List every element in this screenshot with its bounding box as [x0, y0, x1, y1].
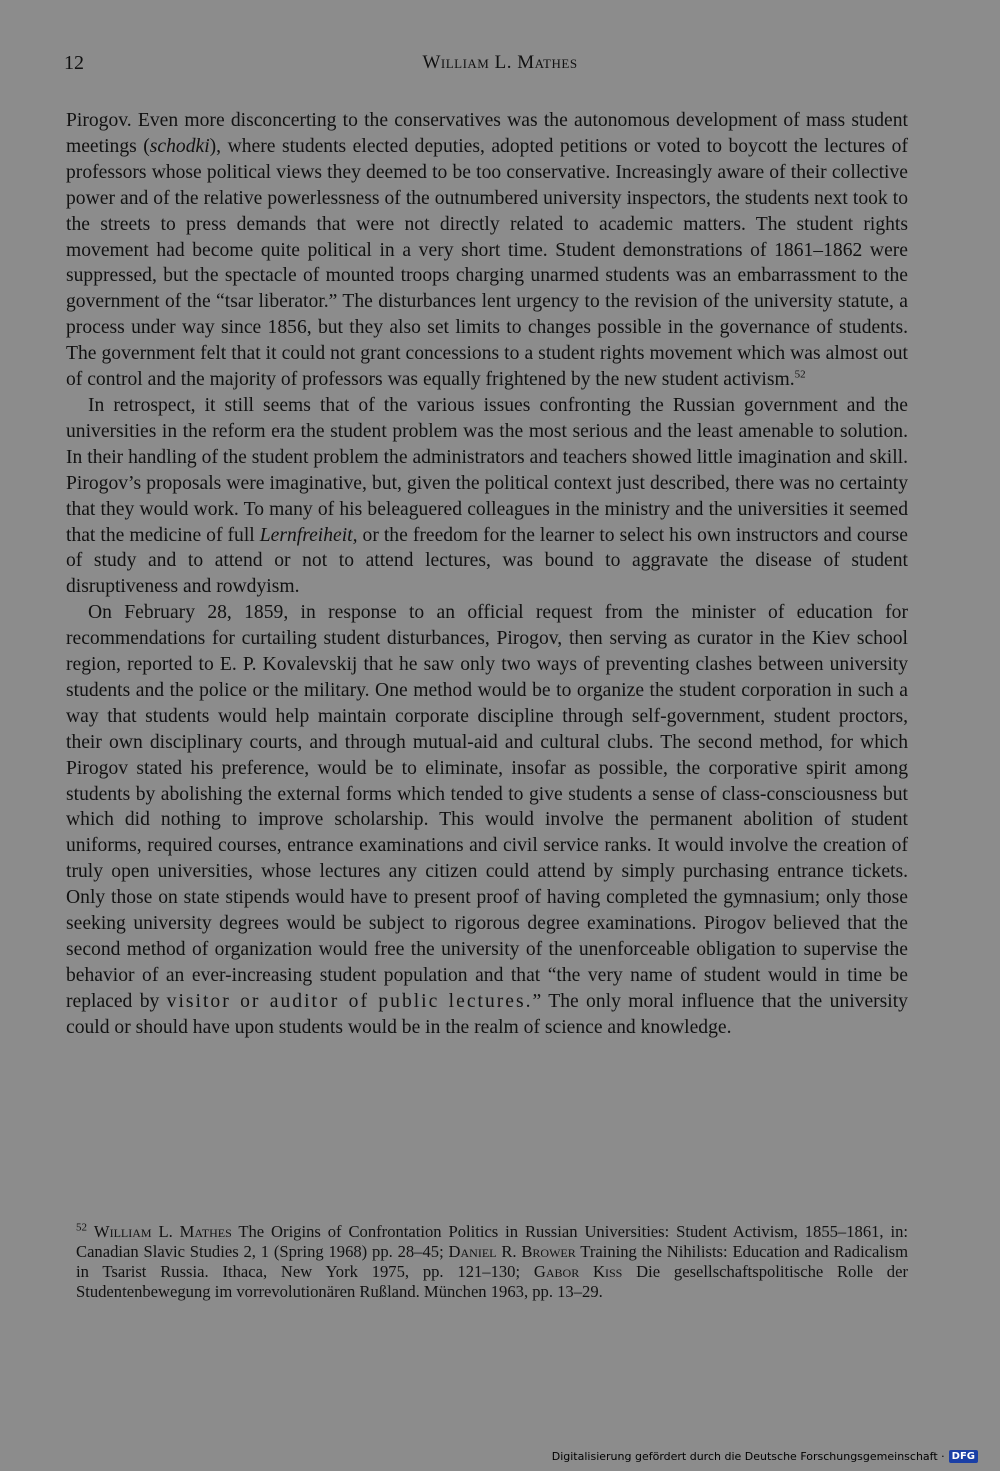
footnote-author-1: William L. Mathes — [93, 1222, 232, 1241]
footnote-number: 52 — [76, 1221, 87, 1234]
running-head: William L. Mathes — [422, 52, 578, 73]
footnote-text-1: The Origins of Confrontation Politics in Russian Universities: Student Activism, 1855–1861, in: Canadian Slavic Studies 2, 1 (Spring 1968) pp. 28–45; — [76, 1222, 908, 1261]
p1-text-a: Pirogov. Even more disconcerting to the conservatives was the autonomous development of mass student meetings ( — [66, 110, 908, 157]
footnote-52 — [76, 1222, 908, 1302]
credit-text: Digitalisierung gefördert durch die Deutsche Forschungsgemeinschaft · — [551, 1450, 945, 1463]
p2-text-b: or the freedom for the learner to select his own instructors and course of study and to attend or not to attend lectures, was bound to aggravate the disease of student disruptiveness and rowdyism. — [66, 524, 908, 598]
p1-text-b: ), where students elected deputies, adopted petitions or voted to boycott the lectures of professors whose political views they deemed to be too conservative. Increasingly aware of their collective power and of the relative powerlessness of the outnumbered university inspectors, the students next took to the streets to press demands that were not directly related to academic matters. The student rights movement had become quite political in a very short time. Student demonstrations of 1861–1862 were suppressed, but the spectacle of mounted troops charging unarmed students was an embarrassment to the government of the “tsar liberator.” The disturbances lent urgency to the revision of the university statute, a process under way since 1856, but they also set limits to changes possible in the governance of students. The government felt that it could not grant concessions to a student rights movement which was almost out of control and the majority of professors was equally frightened by the new student activism. — [66, 135, 908, 391]
paragraph-2 — [66, 393, 908, 600]
p1-italic: schodki — [149, 135, 210, 157]
footnote-ref-52[interactable]: 52 — [794, 368, 806, 381]
p3-text-a: On February 28, 1859, in response to an official request from the minister of education for recommendations for curtailing student disturbances, Pirogov, then serving as curator in the Kiev school region, reported to E. P. Kovalevskij that he saw only two ways of preventing clashes between university students and the police or the military. One method would be to organize the student corporation in such a way that students would help maintain corporate discipline through self-government, student proctors, their own disciplinary courts, and through mutual-aid and cultural clubs. The second method, for which Pirogov stated his preference, would be to eliminate, insofar as possible, the corporative spirit among students by abolishing the external forms which tended to give students a sense of class-consciousness but which did nothing to improve scholarship. This would involve the permanent abolition of student uniforms, required courses, entrance examinations and civil service ranks. It would involve the creation of truly open universities, whose lectures any citizen could attend by simply purchasing entrance tickets. Only those on state stipends would have to present proof of having completed the gymnasium; only those seeking university degrees would be subject to rigorous degree examinations. Pirogov believed that the second method of organization would free the university of the unenforceable obligation to supervise the behavior of an ever-increasing student population and that “the very name of student would in time be replaced by — [66, 602, 908, 1012]
footnote-text-2: Training the Nihilists: Education and Radicalism in Tsarist Russia. Ithaca, New York 1975, pp. 121–130; — [76, 1242, 908, 1281]
page-number: 12 — [64, 52, 84, 74]
p3-text-b: ” The only moral influence that the university could or should have upon students would be in the realm of science and knowledge. — [66, 990, 908, 1038]
footnote-author-2: Daniel R. Brower — [448, 1242, 576, 1261]
main-text — [66, 108, 908, 1041]
footnote-text-3: Die gesellschaftspolitische Rolle der Studentenbewegung im vorrevolutionären Rußland. München 1963, pp. 13–29. — [76, 1262, 908, 1301]
p2-text-a: In retrospect, it still seems that of the various issues confronting the Russian government and the universities in the reform era the student problem was the most serious and the least amenable to solution. In their handling of the student problem the administrators and teachers showed little imagination and skill. Pirogov’s proposals were imaginative, but, given the political context just described, there was no certainty that they would work. To many of his beleaguered colleagues in the ministry and the universities it seemed that the medicine of full — [66, 394, 908, 546]
dfg-logo: DFG — [949, 1450, 978, 1463]
p2-italic: Lernfreiheit, — [259, 524, 358, 546]
digitization-credit — [552, 1450, 978, 1463]
p3-spaced: visitor or auditor of public lectures. — [166, 990, 533, 1012]
paragraph-1 — [66, 108, 908, 393]
paragraph-3 — [66, 600, 908, 1040]
footnote-author-3: Gabor Kiss — [533, 1262, 623, 1281]
